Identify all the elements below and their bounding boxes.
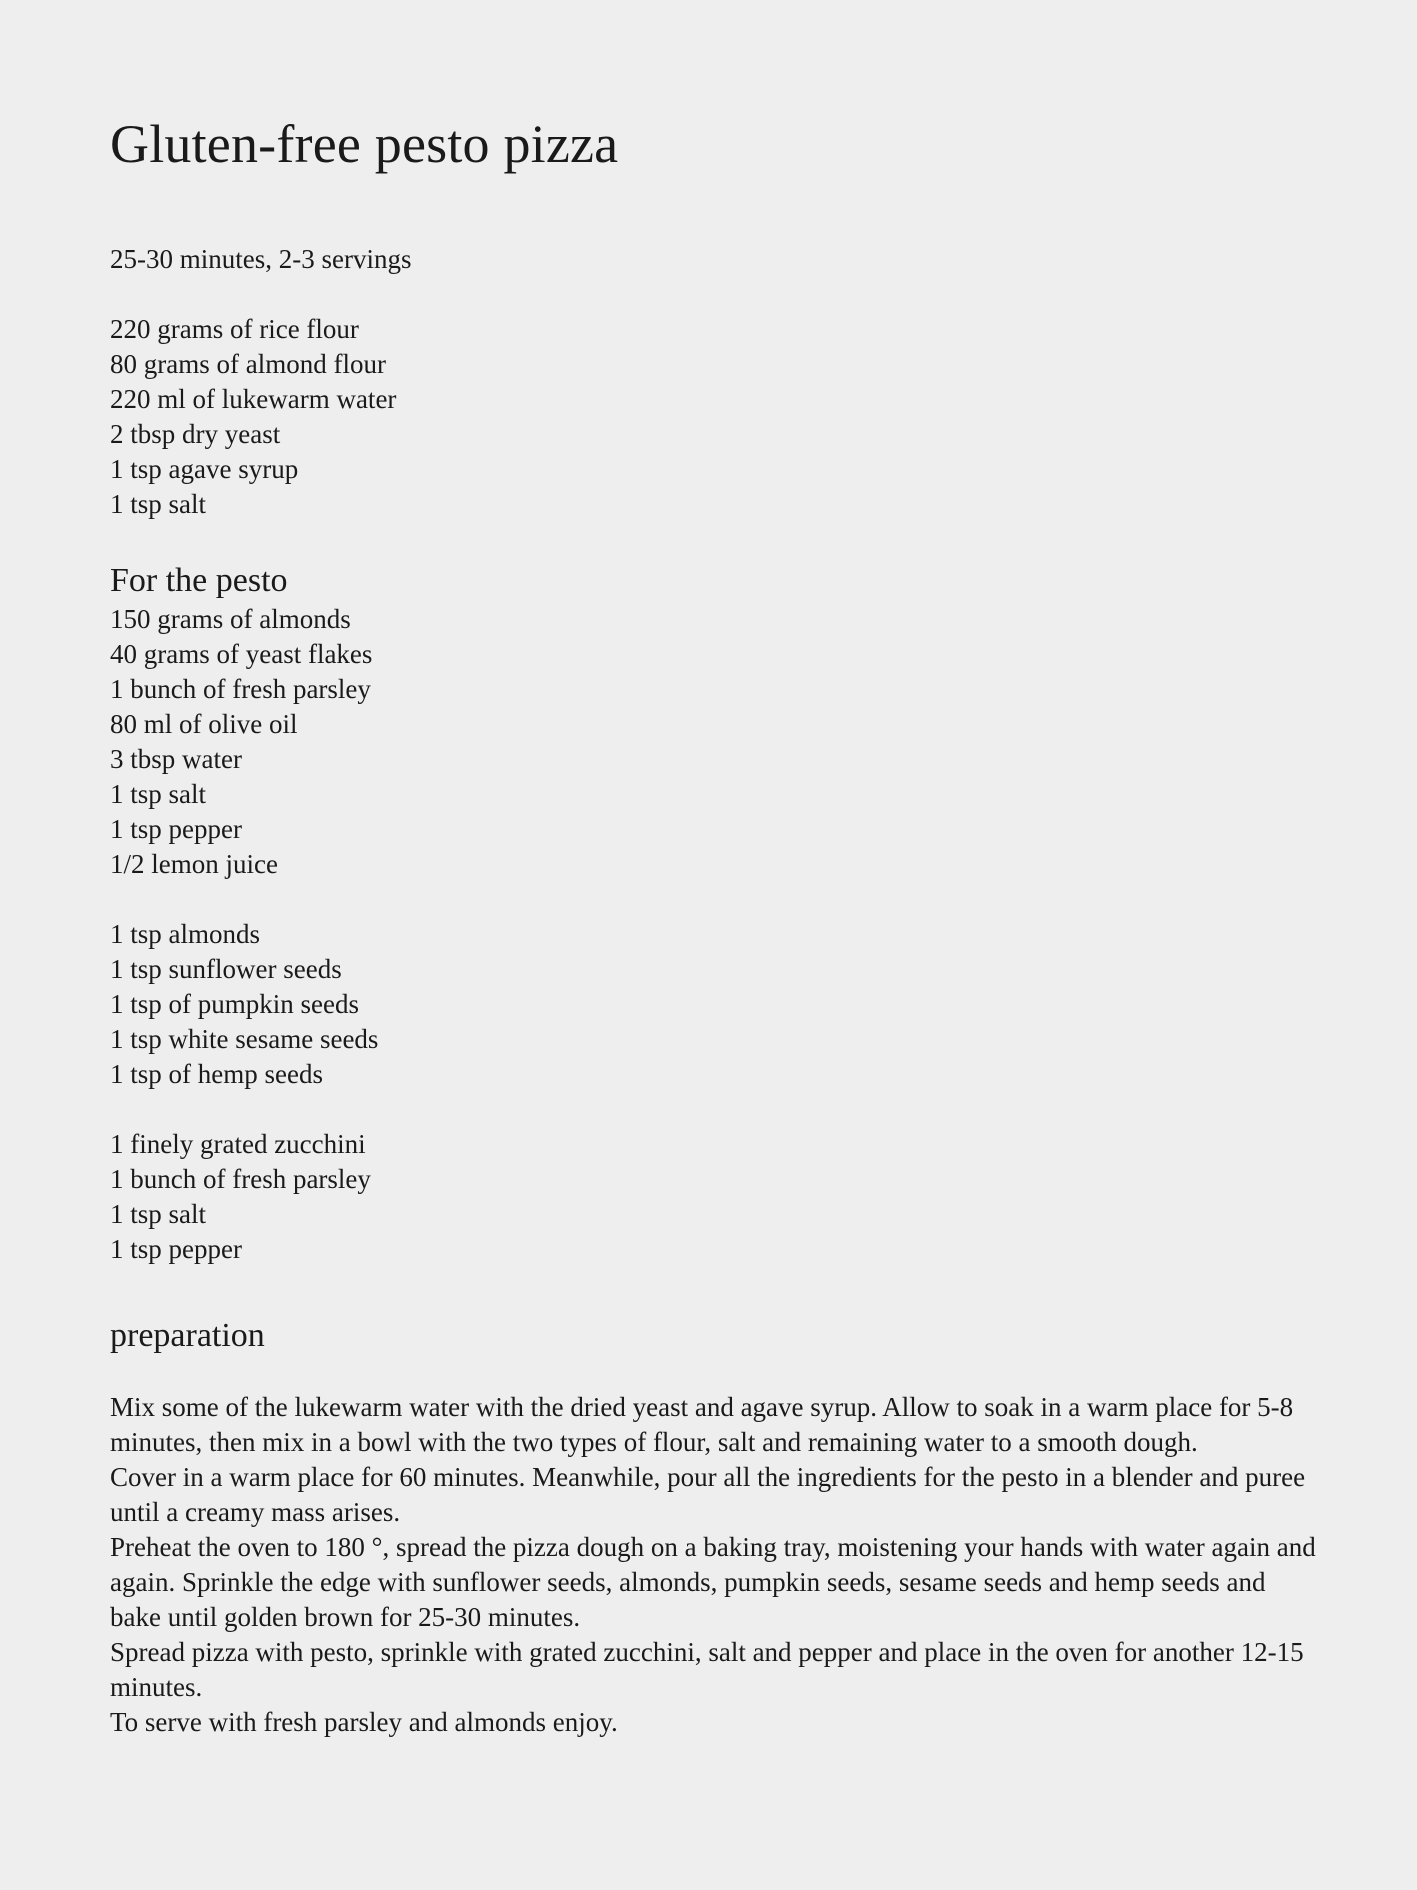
ingredient-item: 3 tbsp water — [110, 744, 242, 774]
ingredient-item: 1 tsp salt — [110, 779, 207, 809]
pesto-heading: For the pesto — [110, 562, 288, 599]
recipe-time-servings: 25-30 minutes, 2-3 servings — [110, 244, 412, 274]
ingredient-item: 1 tsp agave syrup — [110, 454, 299, 484]
ingredient-item: 220 grams of rice flour — [110, 314, 359, 344]
dough-ingredient-list — [110, 312, 396, 522]
ingredient-item: 80 grams of almond flour — [110, 349, 386, 379]
preparation-step: Cover in a warm place for 60 minutes. Meanwhile, pour all the ingredients for the pesto in a blender and puree until a creamy mass arises. — [110, 1462, 1306, 1527]
recipe-title: Gluten-free pesto pizza — [110, 114, 619, 174]
ingredient-item: 1 bunch of fresh parsley — [110, 1164, 371, 1194]
ingredient-item: 1 finely grated zucchini — [110, 1129, 366, 1159]
preparation-step: Preheat the oven to 180 °, spread the pizza dough on a baking tray, moistening your hands with water again and again. Sprinkle the edge with sunflower seeds, almonds, pumpkin seeds, sesame seeds and hemp seeds and bake until golden brown for 25-30 minutes. — [110, 1532, 1316, 1632]
ingredient-item: 2 tbsp dry yeast — [110, 419, 281, 449]
preparation-step: Spread pizza with pesto, sprinkle with grated zucchini, salt and pepper and place in the oven for another 12-15 minutes. — [110, 1637, 1304, 1702]
ingredient-item: 1 tsp of hemp seeds — [110, 1059, 323, 1089]
ingredient-item: 1 tsp almonds — [110, 919, 261, 949]
ingredient-item: 1 tsp salt — [110, 489, 207, 519]
ingredient-item: 1/2 lemon juice — [110, 849, 278, 879]
ingredient-item: 80 ml of olive oil — [110, 709, 298, 739]
ingredient-item: 220 ml of lukewarm water — [110, 384, 397, 414]
ingredient-item: 150 grams of almonds — [110, 604, 351, 634]
pesto-ingredient-list — [110, 602, 372, 882]
ingredient-item: 1 bunch of fresh parsley — [110, 674, 371, 704]
preparation-step: To serve with fresh parsley and almonds enjoy. — [110, 1707, 618, 1737]
preparation-heading: preparation — [110, 1317, 265, 1354]
ingredient-item: 1 tsp sunflower seeds — [110, 954, 342, 984]
ingredient-item: 1 tsp salt — [110, 1199, 207, 1229]
ingredient-item: 1 tsp pepper — [110, 814, 242, 844]
ingredient-item: 1 tsp pepper — [110, 1234, 242, 1264]
ingredient-item: 1 tsp of pumpkin seeds — [110, 989, 359, 1019]
preparation-step: Mix some of the lukewarm water with the dried yeast and agave syrup. Allow to soak in a warm place for 5-8 minutes, then mix in a bowl with the two types of flour, salt and remaining water to a smooth dough. — [110, 1392, 1294, 1457]
seeds-ingredient-list — [110, 917, 378, 1092]
preparation-text — [110, 1390, 1320, 1740]
ingredient-item: 40 grams of yeast flakes — [110, 639, 373, 669]
ingredient-item: 1 tsp white sesame seeds — [110, 1024, 379, 1054]
topping-ingredient-list — [110, 1127, 371, 1267]
